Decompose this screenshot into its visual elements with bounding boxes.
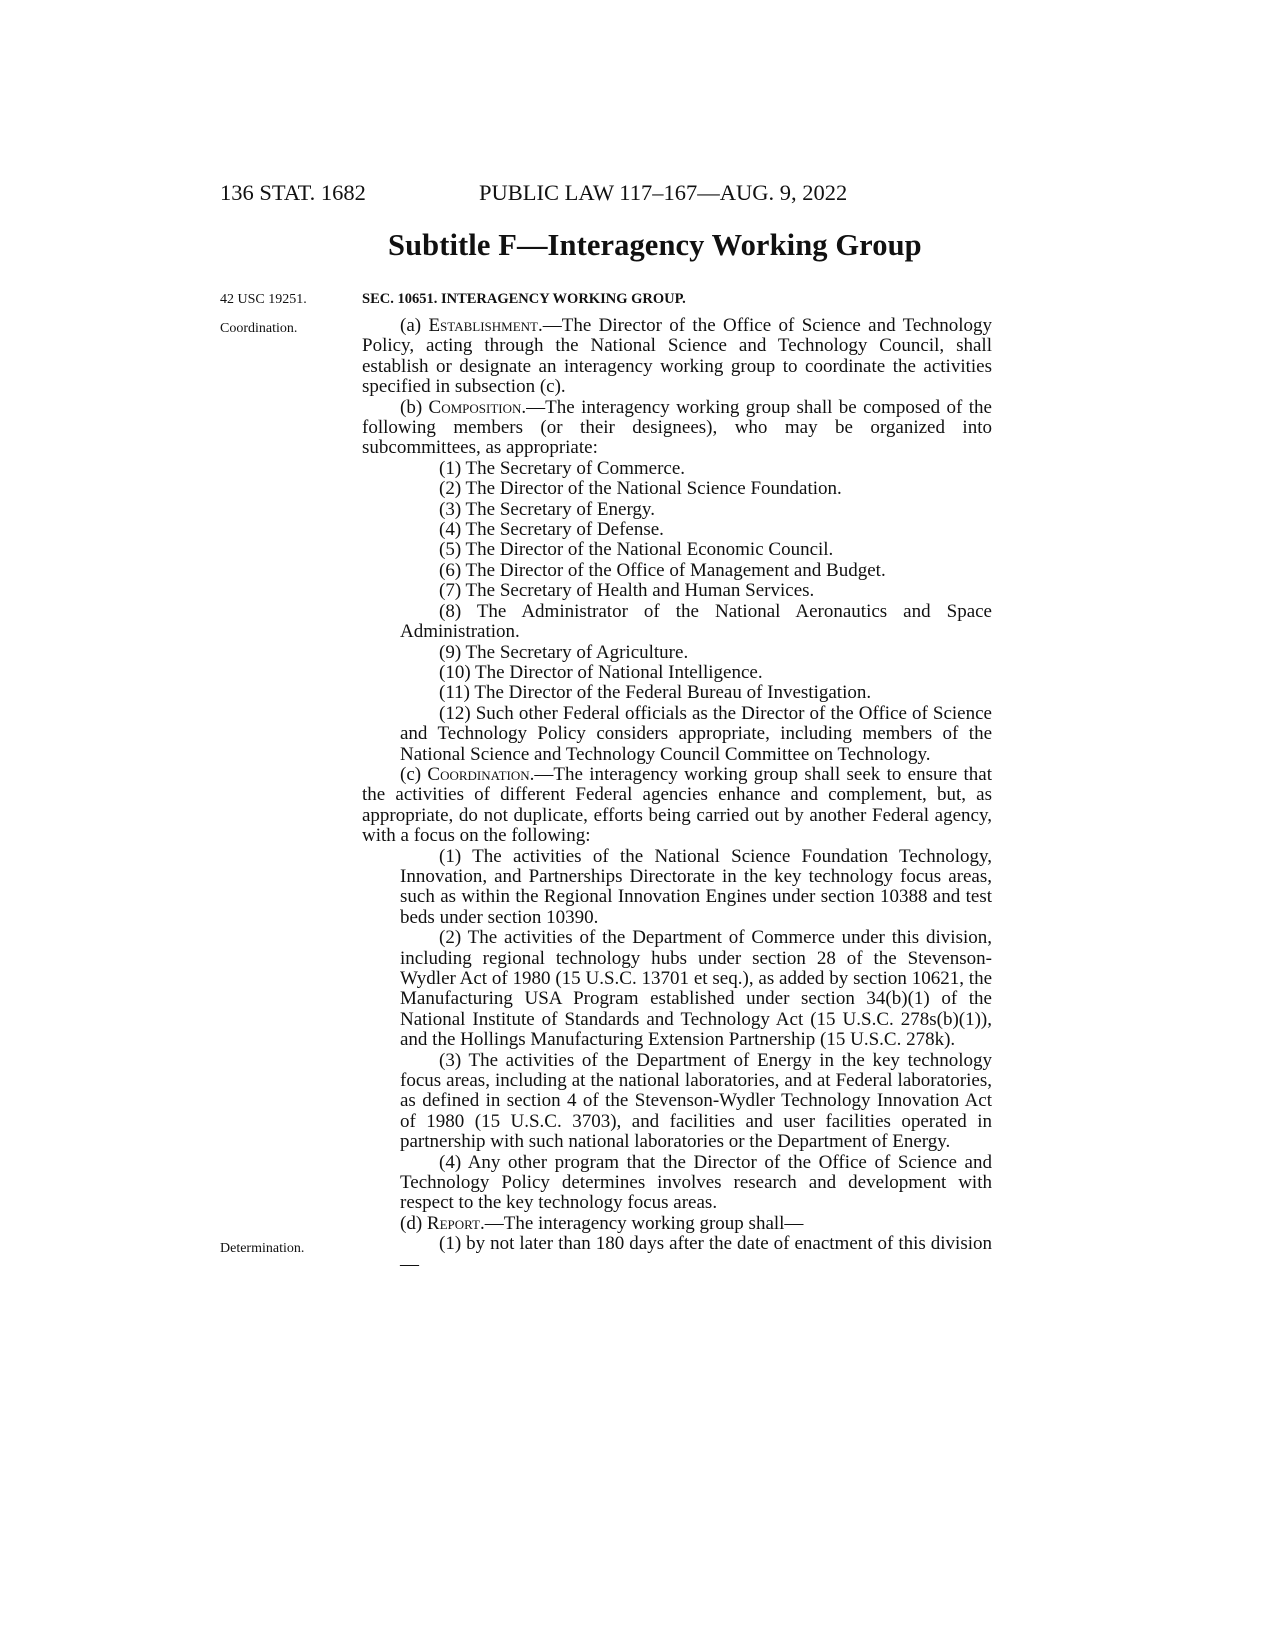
page-header	[220, 180, 980, 208]
public-law-citation: PUBLIC LAW 117–167—AUG. 9, 2022	[479, 180, 848, 205]
list-item: (12) Such other Federal officials as the Director of the Office of Science and Technology Policy considers appropriate, including members of the National Science and Technology Council Committee on Technology.	[400, 702, 992, 765]
list-item: (2) The Director of the National Science Foundation.	[439, 478, 842, 500]
paragraph-b	[362, 398, 992, 459]
list-item: (1) The activities of the National Science Foundation Technology, Innovation, and Partnerships Directorate in the key technology focus areas, such as within the Regional Innovation Engines under section 10388 and test beds under section 10390.	[400, 845, 992, 928]
list-item: (6) The Director of the Office of Management and Budget.	[439, 559, 886, 581]
list-item: (7) The Secretary of Health and Human Services.	[439, 580, 815, 602]
list-item: (3) The Secretary of Energy.	[439, 498, 655, 520]
paragraph-b-label: (b)	[400, 396, 429, 418]
list-item: (5) The Director of the National Economic Council.	[439, 539, 834, 561]
list-item: (2) The activities of the Department of Commerce under this division, including regional technology hubs under section 28 of the Stevenson-Wydler Act of 1980 (15 U.S.C. 13701 et seq.), as added by section 10621, the Manufacturing USA Program established under section 34(b)(1) of the National Institute of Standards and Technology Act (15 U.S.C. 278s(b)(1)), and the Hollings Manufacturing Extension Partnership (15 U.S.C. 278k).	[400, 927, 992, 1051]
paragraph-c-label: (c)	[400, 763, 428, 785]
list-item: (11) The Director of the Federal Bureau of Investigation.	[439, 682, 872, 704]
paragraph-c-text: .—The interagency working group shall seek to ensure that the activities of different Federal agencies enhance and complement, but, as appropriate, do not duplicate, efforts being carried out by another Federal agency, with a focus on the following:	[362, 763, 993, 847]
list-item: (1) The Secretary of Commerce.	[439, 457, 686, 479]
paragraph-d-heading: Report	[426, 1212, 480, 1234]
subtitle-heading: Subtitle F—Interagency Working Group	[388, 228, 922, 262]
list-item: (4) Any other program that the Director of the Office of Science and Technology Policy determines involves research and development with respect to the key technology focus areas.	[400, 1151, 992, 1214]
statute-page-number: 136 STAT. 1682	[220, 180, 366, 205]
margin-note-determination: Determination.	[220, 1241, 305, 1256]
list-item: (4) The Secretary of Defense.	[439, 519, 664, 541]
list-item: (3) The activities of the Department of Energy in the key technology focus areas, including at the national laboratories, and at Federal laboratories, as defined in section 4 of the Stevenson-Wydler Technology Innovation Act of 1980 (15 U.S.C. 3703), and facilities and user facilities operated in partnership with such national laboratories or the Department of Energy.	[400, 1049, 992, 1153]
section-heading: SEC. 10651. INTERAGENCY WORKING GROUP.	[362, 291, 686, 307]
paragraph-d-text: .—The interagency working group shall—	[479, 1212, 804, 1234]
paragraph-d	[362, 1214, 992, 1234]
margin-note-usc: 42 USC 19251.	[220, 292, 307, 307]
paragraph-b-text: .—The interagency working group shall be composed of the following members (or their designees), who may be organized into subcommittees, as appropriate:	[362, 396, 992, 459]
list-item: (10) The Director of National Intelligence.	[439, 661, 763, 683]
margin-note-coordination: Coordination.	[220, 321, 298, 336]
paragraph-a-text: .—The Director of the Office of Science and Technology Policy, acting through the National Science and Technology Council, shall establish or designate an interagency working group to coordinate the activities specified in subsection (c).	[362, 315, 992, 398]
paragraph-d-label: (d)	[400, 1212, 427, 1234]
paragraph-a	[362, 316, 992, 398]
paragraph-a-label: (a)	[400, 315, 429, 336]
paragraph-b-heading: Composition	[428, 396, 522, 418]
list-item: (8) The Administrator of the National Aeronautics and Space Administration.	[400, 600, 992, 643]
paragraph-c-heading: Coordination	[427, 763, 530, 785]
section-body	[362, 316, 992, 1275]
list-item: (1) by not later than 180 days after the date of enactment of this division—	[400, 1233, 992, 1275]
paragraph-c	[362, 765, 992, 847]
list-item: (9) The Secretary of Agriculture.	[439, 641, 689, 663]
paragraph-a-heading: Establishment	[428, 315, 538, 336]
